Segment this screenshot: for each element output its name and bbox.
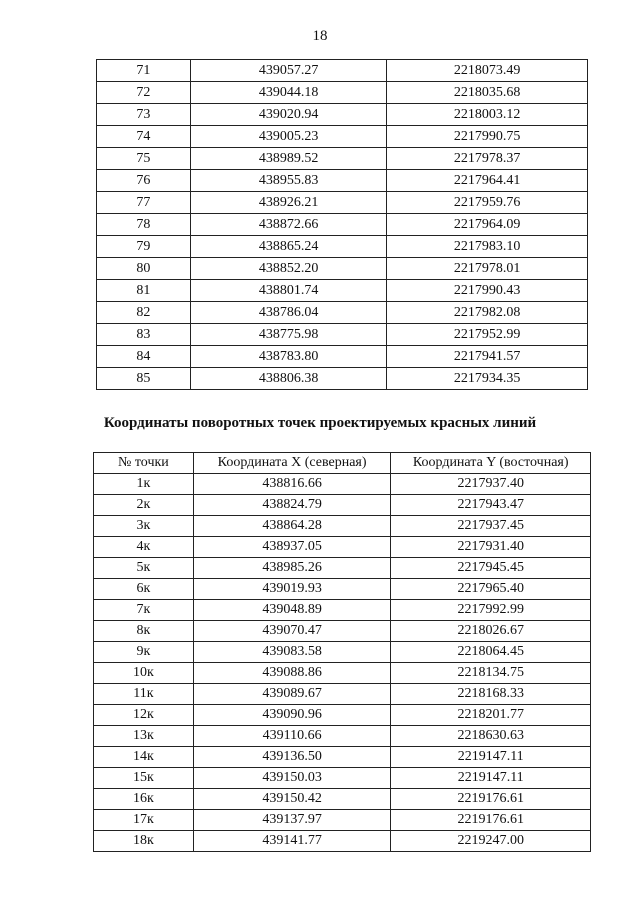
cell-point-number: 2к <box>94 495 194 516</box>
cell-point-number: 9к <box>94 642 194 663</box>
table-row <box>94 768 591 789</box>
table-row <box>94 495 591 516</box>
cell-coordinate-y: 2218168.33 <box>391 684 591 705</box>
cell-point-number: 1к <box>94 474 194 495</box>
cell-coordinate-x: 439136.50 <box>193 747 391 768</box>
cell-coordinate-y: 2217983.10 <box>387 236 588 258</box>
table-row <box>94 537 591 558</box>
table-row <box>97 170 588 192</box>
cell-coordinate-y: 2217992.99 <box>391 600 591 621</box>
table-row <box>94 663 591 684</box>
table-row <box>97 214 588 236</box>
cell-point-number: 3к <box>94 516 194 537</box>
table-row <box>97 60 588 82</box>
cell-point-number: 79 <box>97 236 191 258</box>
cell-point-number: 73 <box>97 104 191 126</box>
table-row <box>97 104 588 126</box>
cell-point-number: 16к <box>94 789 194 810</box>
table-row <box>97 148 588 170</box>
cell-coordinate-x: 439005.23 <box>190 126 387 148</box>
cell-coordinate-y: 2219176.61 <box>391 810 591 831</box>
cell-coordinate-y: 2217952.99 <box>387 324 588 346</box>
cell-point-number: 13к <box>94 726 194 747</box>
cell-point-number: 4к <box>94 537 194 558</box>
table-body <box>97 60 588 390</box>
cell-point-number: 77 <box>97 192 191 214</box>
cell-coordinate-x: 439141.77 <box>193 831 391 852</box>
cell-coordinate-y: 2219247.00 <box>391 831 591 852</box>
table-row <box>94 810 591 831</box>
cell-point-number: 14к <box>94 747 194 768</box>
cell-coordinate-x: 438926.21 <box>190 192 387 214</box>
cell-coordinate-y: 2218630.63 <box>391 726 591 747</box>
table-row <box>97 126 588 148</box>
cell-coordinate-x: 438816.66 <box>193 474 391 495</box>
cell-coordinate-x: 439048.89 <box>193 600 391 621</box>
table-row <box>94 600 591 621</box>
table-row <box>94 642 591 663</box>
cell-coordinate-y: 2217990.43 <box>387 280 588 302</box>
cell-coordinate-y: 2218134.75 <box>391 663 591 684</box>
cell-point-number: 15к <box>94 768 194 789</box>
header-point-number: № точки <box>94 453 194 474</box>
red-lines-coordinates-table <box>93 452 591 852</box>
cell-point-number: 75 <box>97 148 191 170</box>
cell-coordinate-x: 438989.52 <box>190 148 387 170</box>
cell-coordinate-x: 439150.42 <box>193 789 391 810</box>
cell-coordinate-y: 2218003.12 <box>387 104 588 126</box>
cell-coordinate-y: 2217941.57 <box>387 346 588 368</box>
table-row <box>94 558 591 579</box>
table-row <box>97 258 588 280</box>
cell-coordinate-x: 439083.58 <box>193 642 391 663</box>
cell-coordinate-x: 439089.67 <box>193 684 391 705</box>
cell-point-number: 84 <box>97 346 191 368</box>
cell-coordinate-y: 2219147.11 <box>391 768 591 789</box>
table-row <box>97 324 588 346</box>
cell-coordinate-x: 438955.83 <box>190 170 387 192</box>
table-row <box>94 684 591 705</box>
cell-point-number: 72 <box>97 82 191 104</box>
cell-point-number: 82 <box>97 302 191 324</box>
table-row <box>97 192 588 214</box>
cell-point-number: 76 <box>97 170 191 192</box>
cell-coordinate-x: 438786.04 <box>190 302 387 324</box>
table-row <box>94 747 591 768</box>
cell-coordinate-y: 2217931.40 <box>391 537 591 558</box>
cell-coordinate-y: 2218073.49 <box>387 60 588 82</box>
cell-coordinate-y: 2219176.61 <box>391 789 591 810</box>
cell-coordinate-x: 439019.93 <box>193 579 391 600</box>
cell-coordinate-x: 438865.24 <box>190 236 387 258</box>
cell-point-number: 78 <box>97 214 191 236</box>
cell-coordinate-x: 438801.74 <box>190 280 387 302</box>
table-row <box>94 831 591 852</box>
cell-coordinate-x: 438824.79 <box>193 495 391 516</box>
table-row <box>94 705 591 726</box>
cell-coordinate-x: 438852.20 <box>190 258 387 280</box>
cell-coordinate-x: 439057.27 <box>190 60 387 82</box>
cell-coordinate-y: 2218026.67 <box>391 621 591 642</box>
table-row <box>94 579 591 600</box>
cell-coordinate-y: 2217945.45 <box>391 558 591 579</box>
cell-coordinate-x: 438985.26 <box>193 558 391 579</box>
table-row <box>94 516 591 537</box>
table-row <box>94 621 591 642</box>
table-body <box>94 474 591 852</box>
cell-coordinate-x: 439110.66 <box>193 726 391 747</box>
cell-coordinate-x: 439090.96 <box>193 705 391 726</box>
header-coordinate-y: Координата Y (восточная) <box>391 453 591 474</box>
cell-coordinate-y: 2217978.37 <box>387 148 588 170</box>
cell-coordinate-x: 438937.05 <box>193 537 391 558</box>
cell-coordinate-x: 438864.28 <box>193 516 391 537</box>
cell-coordinate-y: 2217937.45 <box>391 516 591 537</box>
cell-coordinate-x: 439044.18 <box>190 82 387 104</box>
cell-point-number: 71 <box>97 60 191 82</box>
cell-point-number: 11к <box>94 684 194 705</box>
cell-coordinate-y: 2217964.41 <box>387 170 588 192</box>
cell-coordinate-y: 2217959.76 <box>387 192 588 214</box>
cell-point-number: 12к <box>94 705 194 726</box>
cell-point-number: 7к <box>94 600 194 621</box>
cell-coordinate-y: 2217978.01 <box>387 258 588 280</box>
cell-coordinate-y: 2217982.08 <box>387 302 588 324</box>
cell-coordinate-y: 2218064.45 <box>391 642 591 663</box>
cell-coordinate-x: 439150.03 <box>193 768 391 789</box>
header-coordinate-x: Координата X (северная) <box>193 453 391 474</box>
cell-coordinate-x: 438872.66 <box>190 214 387 236</box>
cell-coordinate-y: 2217934.35 <box>387 368 588 390</box>
table-header <box>94 453 591 474</box>
cell-coordinate-x: 438775.98 <box>190 324 387 346</box>
cell-point-number: 10к <box>94 663 194 684</box>
table-row <box>94 726 591 747</box>
cell-coordinate-x: 439137.97 <box>193 810 391 831</box>
cell-point-number: 6к <box>94 579 194 600</box>
cell-point-number: 83 <box>97 324 191 346</box>
table-row <box>97 368 588 390</box>
cell-point-number: 5к <box>94 558 194 579</box>
cell-coordinate-y: 2219147.11 <box>391 747 591 768</box>
cell-point-number: 80 <box>97 258 191 280</box>
cell-coordinate-y: 2218035.68 <box>387 82 588 104</box>
page-number: 18 <box>312 28 328 44</box>
cell-coordinate-x: 438806.38 <box>190 368 387 390</box>
table-row <box>94 789 591 810</box>
table-row <box>97 82 588 104</box>
coordinates-table-continued <box>96 59 588 390</box>
cell-coordinate-y: 2217964.09 <box>387 214 588 236</box>
table-row <box>97 280 588 302</box>
cell-coordinate-y: 2217943.47 <box>391 495 591 516</box>
cell-point-number: 81 <box>97 280 191 302</box>
cell-coordinate-x: 439020.94 <box>190 104 387 126</box>
cell-point-number: 85 <box>97 368 191 390</box>
cell-coordinate-x: 439088.86 <box>193 663 391 684</box>
cell-point-number: 17к <box>94 810 194 831</box>
table-row <box>97 302 588 324</box>
table-row <box>97 346 588 368</box>
cell-coordinate-x: 438783.80 <box>190 346 387 368</box>
cell-coordinate-y: 2217965.40 <box>391 579 591 600</box>
table-row <box>94 474 591 495</box>
cell-coordinate-x: 439070.47 <box>193 621 391 642</box>
table-row <box>97 236 588 258</box>
section-title: Координаты поворотных точек проектируемых красных линий <box>103 415 537 431</box>
cell-point-number: 74 <box>97 126 191 148</box>
cell-point-number: 8к <box>94 621 194 642</box>
header-row <box>94 453 591 474</box>
cell-coordinate-y: 2217990.75 <box>387 126 588 148</box>
cell-coordinate-y: 2218201.77 <box>391 705 591 726</box>
cell-coordinate-y: 2217937.40 <box>391 474 591 495</box>
cell-point-number: 18к <box>94 831 194 852</box>
